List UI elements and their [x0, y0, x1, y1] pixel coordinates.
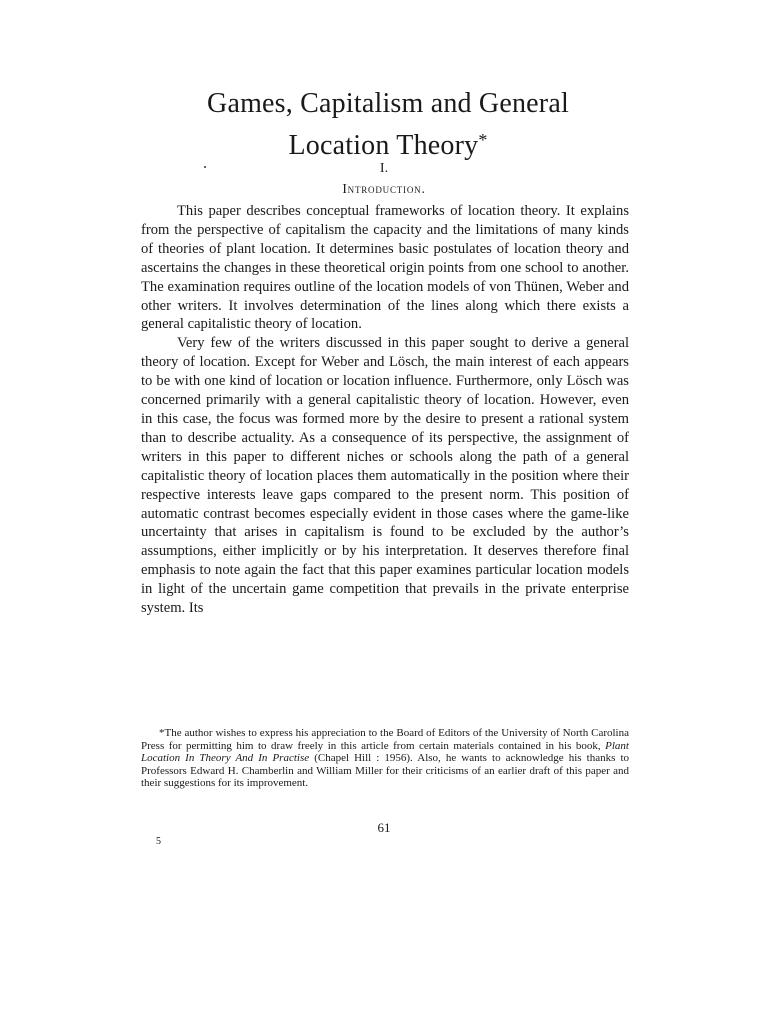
title-line-2-text: Location Theory	[288, 130, 479, 161]
footnote-text-after: (Chapel Hill : 1956). Also, he wants to acknowledge his thanks to Professors Edward H. Chamberlin and William Miller for their criticisms of an earlier draft of this paper and their suggestions for its improvement.	[141, 752, 629, 790]
title-line-2	[120, 122, 656, 164]
signature-mark: 5	[156, 836, 161, 847]
page-number: 61	[377, 820, 391, 835]
body-text	[141, 202, 629, 618]
title-footnote-mark: *	[478, 130, 488, 150]
footnote-paragraph	[141, 727, 629, 790]
section-heading: Introduction.	[342, 181, 426, 196]
footnote-text-before: *The author wishes to express his appreciation to the Board of Editors of the University of North Carolina Press for permitting him to draw freely in this article from certain materials contained in his book,	[141, 727, 629, 752]
paragraph-1: This paper describes conceptual frameworks of location theory. It explains from the perspective of capitalism the capacity and the limitations of many kinds of theories of plant location. It determines basic postulates of location theory and ascertains the changes in these theoretical origin points from one school to another. The examination requires outline of the location models of von Thünen, Weber and other writers. It involves determination of the lines along which there exists a general capitalistic theory of location.	[141, 203, 629, 333]
article-title	[120, 86, 656, 164]
section-number: I.	[379, 161, 389, 176]
paragraph-2: Very few of the writers discussed in this paper sought to derive a general theory of location. Except for Weber and Lösch, the main interest of each appears to be with one kind of location or location influence. Furthermore, only Lösch was concerned primarily with a general capitalistic theory of location. However, even in this case, the focus was formed more by the desire to present a rational system than to describe actuality. As a consequence of its perspective, the assignment of writers in this paper to different niches or schools along the path of a general capitalistic theory of location places them automatically in the position where their respective interests leave gaps compared to the present norm. This position of automatic contrast becomes especially evident in those cases where the game-like uncertainty that arises in capitalism is found to be excluded by the author’s assumptions, either implicitly or by his interpretation. It deserves therefore final emphasis to note again the fact that this paper examines particular location models in light of the uncertain game competition that prevails in the private enterprise system. Its	[141, 335, 629, 617]
footnote-book-title: Plant Location In Theory And In Practise	[141, 739, 629, 765]
footnote	[141, 727, 629, 790]
title-line-1: Games, Capitalism and General	[207, 88, 569, 119]
